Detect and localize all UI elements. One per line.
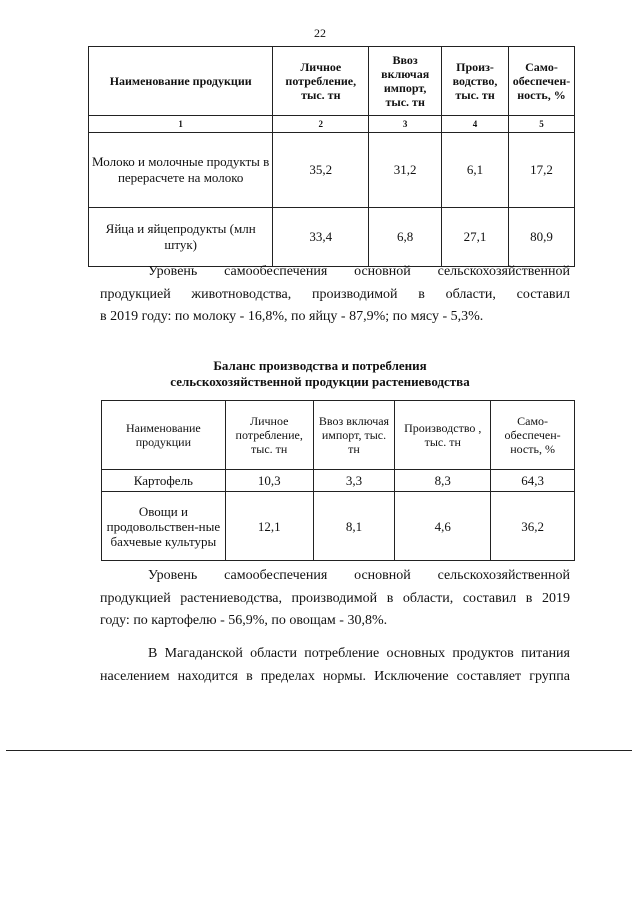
paragraph-livestock-self-sufficiency xyxy=(100,261,570,329)
column-header-self-sufficiency: Само-обеспечен-ность, % xyxy=(508,47,574,116)
paragraph-line: В Магаданской области потребление основных продуктов питания xyxy=(148,646,570,661)
column-index: 3 xyxy=(369,116,442,133)
crop-balance-table xyxy=(101,400,575,561)
table-cell: 27,1 xyxy=(442,208,509,267)
paragraph-line: Уровень самообеспечения основной сельскохозяйственной xyxy=(148,568,570,583)
table-cell: 10,3 xyxy=(225,470,313,492)
page-divider xyxy=(6,750,632,751)
table-cell: 64,3 xyxy=(491,470,575,492)
paragraph-line: в 2019 году: по молоку - 16,8%, по яйцу - 87,9%; по мясу - 5,3%. xyxy=(100,309,484,324)
table-cell: 8,3 xyxy=(395,470,491,492)
page-number: 22 xyxy=(314,26,326,40)
column-header-consumption: Личное потребление, тыс. тн xyxy=(225,401,313,470)
table-cell-product: Овощи и продовольствен-ные бахчевые культуры xyxy=(102,492,226,561)
table-cell: 8,1 xyxy=(313,492,395,561)
column-index: 4 xyxy=(442,116,509,133)
column-header-import: Ввоз включая импорт, тыс. тн xyxy=(313,401,395,470)
table-cell: 3,3 xyxy=(313,470,395,492)
paragraph-line: Уровень самообеспечения основной сельскохозяйственной xyxy=(148,264,570,279)
paragraph-line: продукцией растениеводства, производимой в области, составил в 2019 xyxy=(100,590,570,606)
table-row xyxy=(89,133,575,208)
table-cell: 6,1 xyxy=(442,133,509,208)
column-header-product: Наименование продукции xyxy=(102,401,226,470)
table-cell: 80,9 xyxy=(508,208,574,267)
table-index-row xyxy=(89,116,575,133)
paragraph-line: продукцией животноводства, производимой в области, составил xyxy=(100,286,570,302)
table-header-row xyxy=(89,47,575,116)
livestock-balance-table xyxy=(88,46,575,267)
table-row xyxy=(102,470,575,492)
table-header-row xyxy=(102,401,575,470)
paragraph-consumption xyxy=(100,643,570,688)
table-cell-product: Молоко и молочные продукты в перерасчете на молоко xyxy=(89,133,273,208)
table-cell: 4,6 xyxy=(395,492,491,561)
column-index: 5 xyxy=(508,116,574,133)
table-cell: 35,2 xyxy=(273,133,369,208)
table-cell: 17,2 xyxy=(508,133,574,208)
table-row xyxy=(89,208,575,267)
column-index: 1 xyxy=(89,116,273,133)
section-heading-line: Баланс производства и потребления xyxy=(213,358,427,373)
column-header-self-sufficiency: Само-обеспечен-ность, % xyxy=(491,401,575,470)
paragraph-line: населением находится в пределах нормы. Исключение составляет группа xyxy=(100,668,570,684)
column-header-consumption: Личное потребление, тыс. тн xyxy=(273,47,369,116)
table-cell: 36,2 xyxy=(491,492,575,561)
table-cell: 12,1 xyxy=(225,492,313,561)
column-header-import: Ввоз включая импорт, тыс. тн xyxy=(369,47,442,116)
column-index: 2 xyxy=(273,116,369,133)
table-cell: 31,2 xyxy=(369,133,442,208)
table-cell: 33,4 xyxy=(273,208,369,267)
table-cell-product: Картофель xyxy=(102,470,226,492)
paragraph-line: году: по картофелю - 56,9%, по овощам - 30,8%. xyxy=(100,613,388,628)
column-header-production: Производство , тыс. тн xyxy=(395,401,491,470)
column-header-production: Произ-водство, тыс. тн xyxy=(442,47,509,116)
column-header-product: Наименование продукции xyxy=(89,47,273,116)
section-heading xyxy=(0,358,640,390)
section-heading-line: сельскохозяйственной продукции растениеводства xyxy=(170,374,470,389)
paragraph-crop-self-sufficiency xyxy=(100,565,570,633)
table-row xyxy=(102,492,575,561)
table-cell-product: Яйца и яйцепродукты (млн штук) xyxy=(89,208,273,267)
table-cell: 6,8 xyxy=(369,208,442,267)
